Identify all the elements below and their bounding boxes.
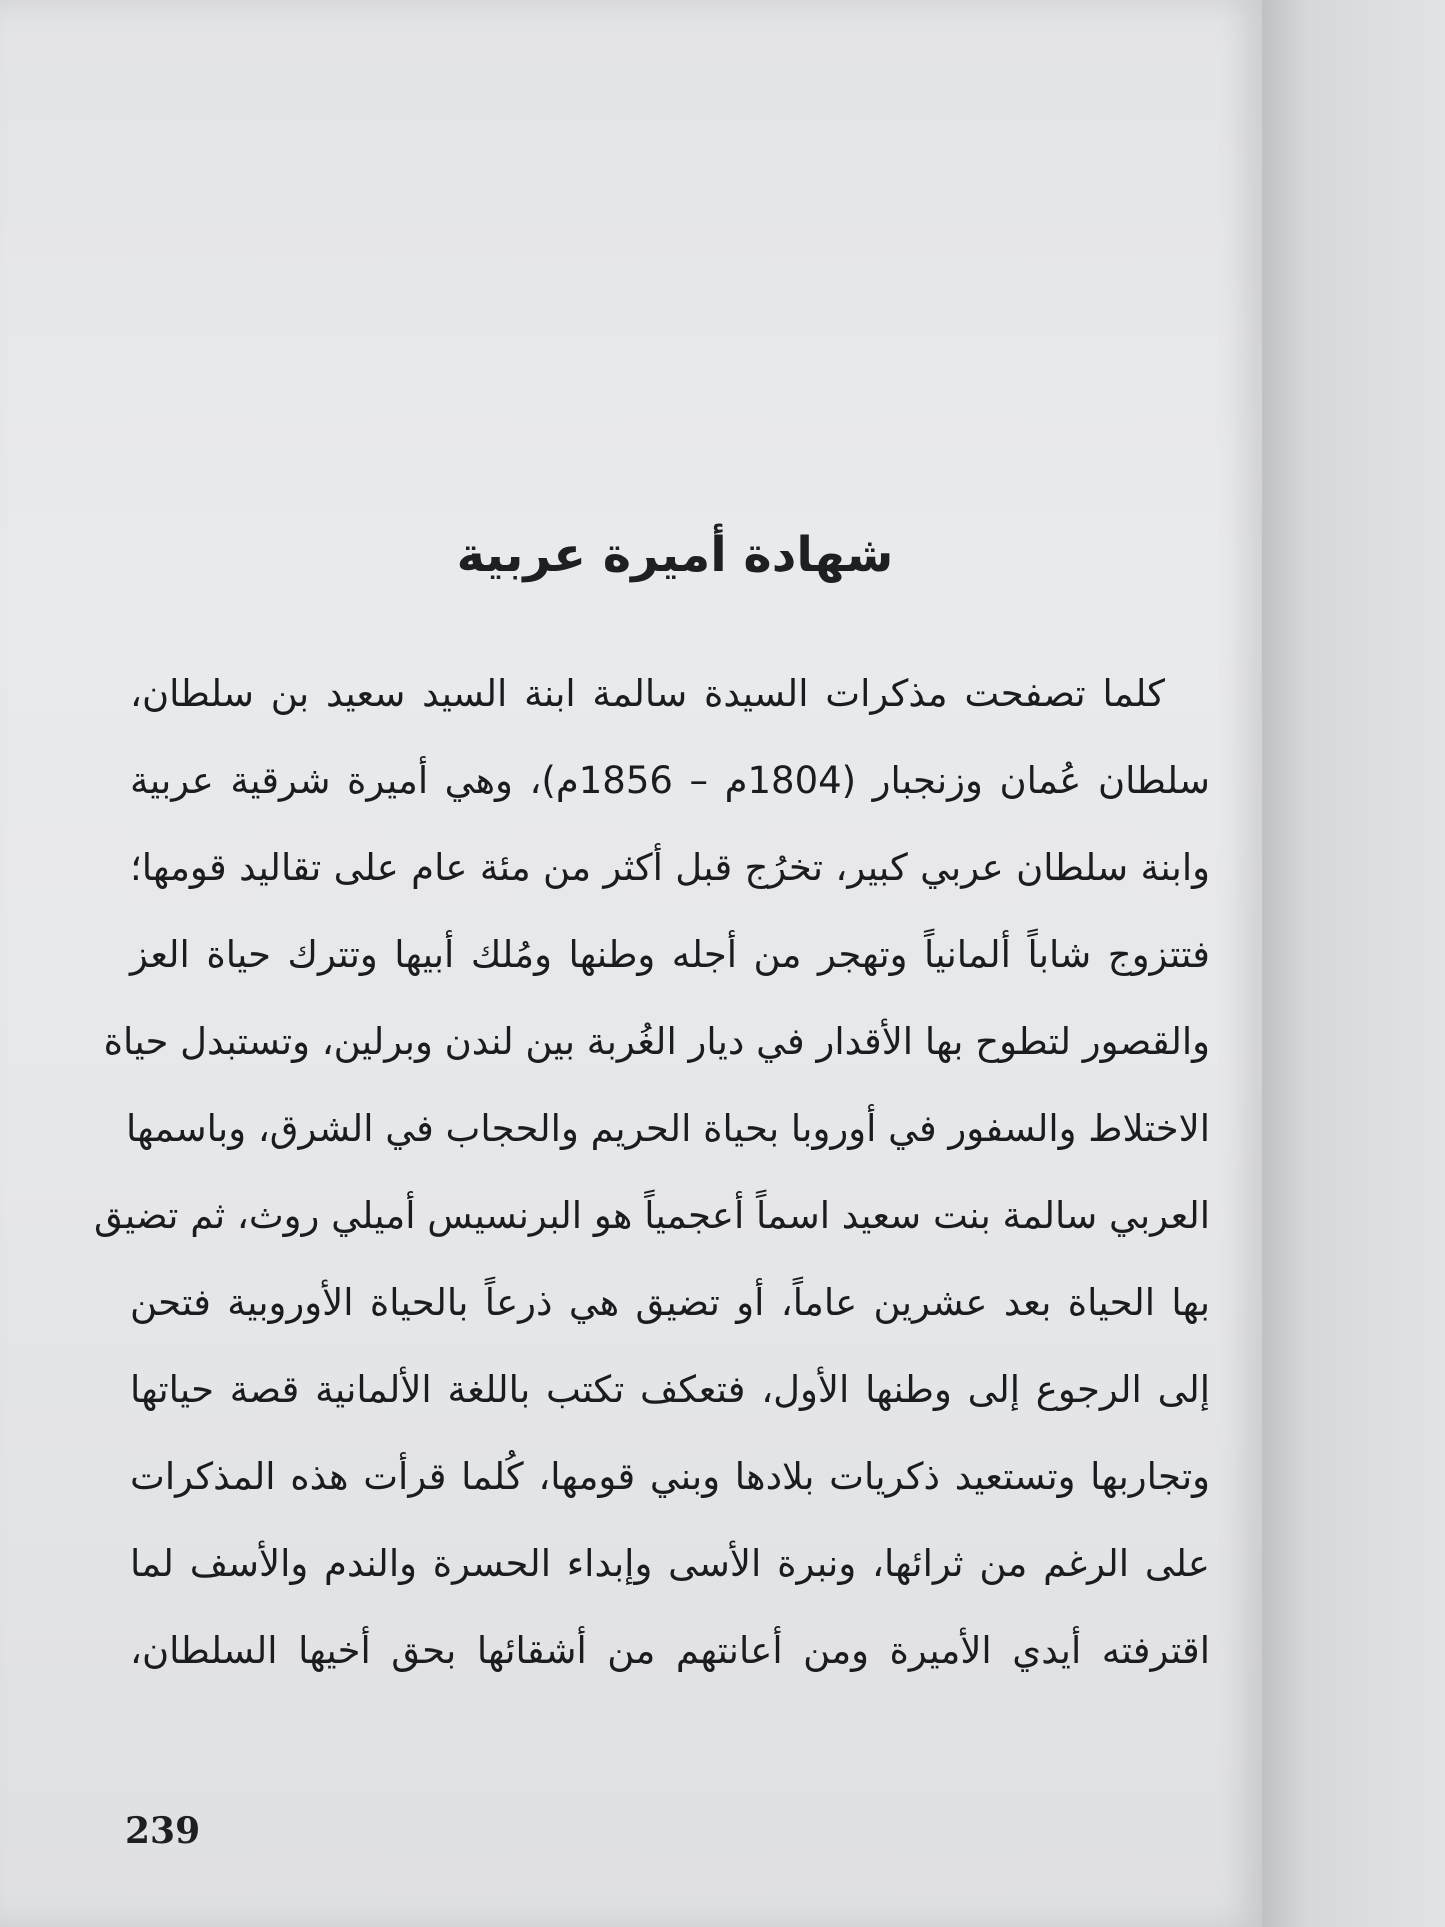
paragraph-line: العربي سالمة بنت سعيد اسماً أعجمياً هو البرنسيس أميلي روث، ثم تضيق xyxy=(94,1194,1210,1237)
paragraph-line: الاختلاط والسفور في أوروبا بحياة الحريم والحجاب في الشرق، وباسمها xyxy=(125,1107,1210,1150)
body-paragraph xyxy=(94,650,1211,1694)
paragraph-line: فتتزوج شاباً ألمانياً وتهجر من أجله وطنها ومُلك أبيها وتترك حياة العز xyxy=(130,933,1210,976)
paragraph-line: كلما تصفحت مذكرات السيدة سالمة ابنة السيد سعيد بن سلطان، xyxy=(130,672,1165,715)
paragraph-line: بها الحياة بعد عشرين عاماً، أو تضيق هي ذرعاً بالحياة الأوروبية فتحن xyxy=(130,1281,1210,1324)
paragraph-line: اقترفته أيدي الأميرة ومن أعانتهم من أشقائها بحق أخيها السلطان، xyxy=(130,1629,1210,1672)
paragraph-line: وابنة سلطان عربي كبير، تخرُج قبل أكثر من مئة عام على تقاليد قومها؛ xyxy=(130,846,1210,889)
page-number: 239 xyxy=(125,1810,201,1852)
next-page-edge xyxy=(1262,0,1445,1927)
paragraph-line: سلطان عُمان وزنجبار (1804م – 1856م)، وهي أميرة شرقية عربية xyxy=(130,759,1211,802)
paragraph-line: على الرغم من ثرائها، ونبرة الأسى وإبداء الحسرة والندم والأسف لما xyxy=(130,1542,1210,1585)
paragraph-line: وتجاربها وتستعيد ذكريات بلادها وبني قومها، كُلما قرأت هذه المذكرات xyxy=(130,1455,1210,1498)
chapter-title: شهادة أميرة عربية xyxy=(456,527,894,583)
paragraph-line: والقصور لتطوح بها الأقدار في ديار الغُربة بين لندن وبرلين، وتستبدل حياة xyxy=(103,1020,1210,1063)
paragraph-line: إلى الرجوع إلى وطنها الأول، فتعكف تكتب باللغة الألمانية قصة حياتها xyxy=(130,1368,1210,1411)
